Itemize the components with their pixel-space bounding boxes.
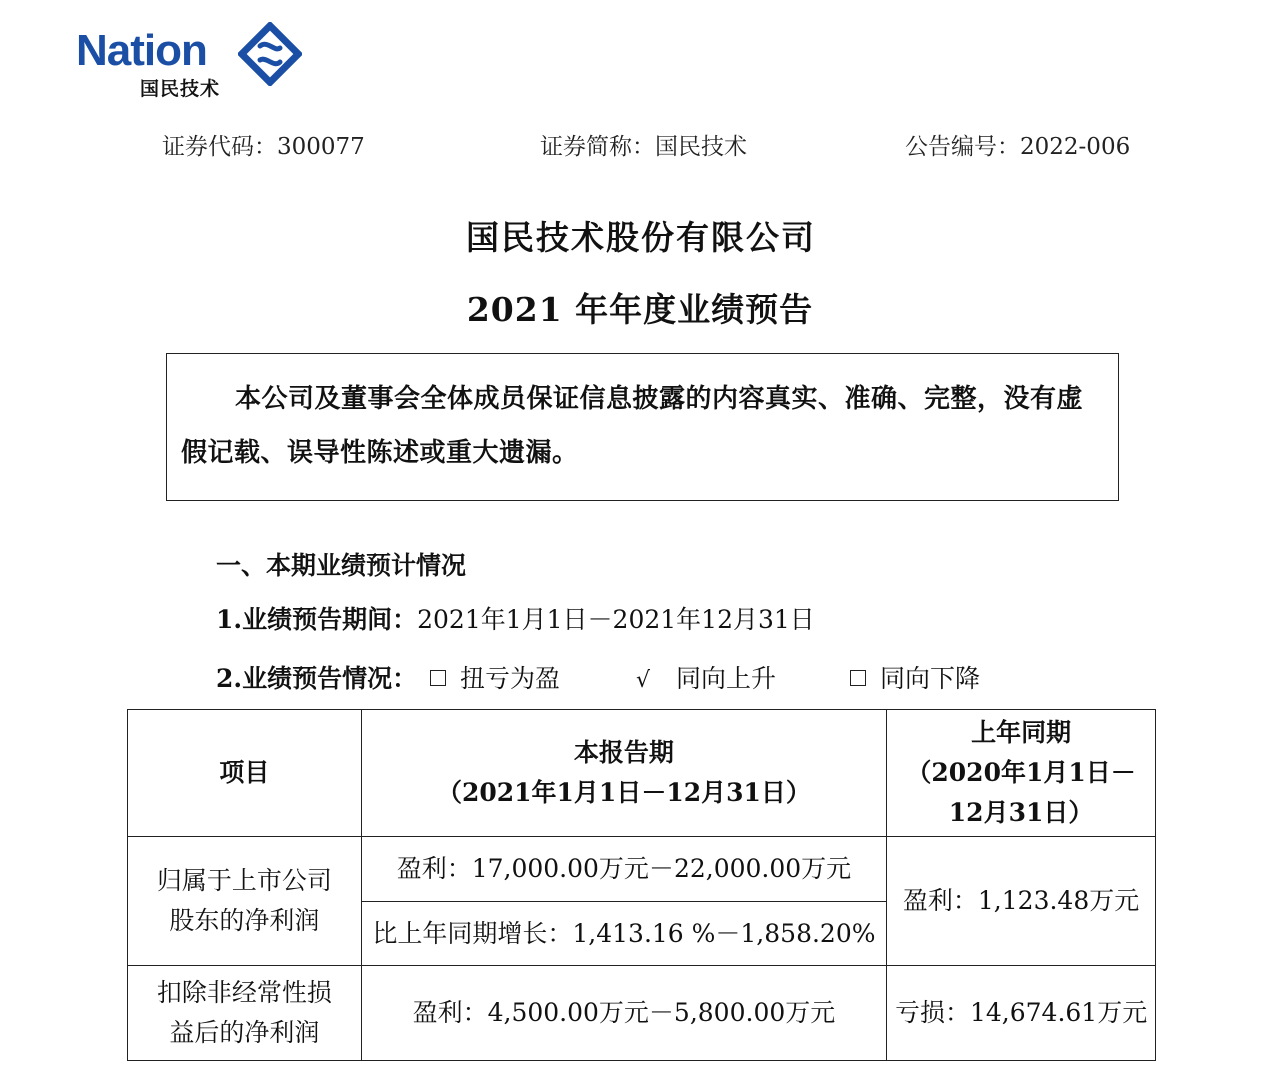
header-prior-period	[887, 710, 1156, 837]
unchecked-box-icon	[430, 670, 446, 686]
forecast-type	[216, 659, 981, 695]
forecast-period	[216, 600, 815, 636]
forecast-period-label: 1.业绩预告期间：	[216, 605, 418, 634]
notice-number: 公告编号：2022-006	[905, 134, 1131, 160]
header-prior-title: 上年同期	[971, 718, 1072, 747]
row-label	[128, 837, 362, 966]
row-label-line: 股东的净利润	[169, 906, 320, 935]
current-growth-cell: 比上年同期增长：1,413.16 %－1,858.20%	[361, 902, 886, 966]
row-label-line: 益后的净利润	[169, 1018, 320, 1047]
table-row	[128, 966, 1156, 1061]
option-label: 同向上升	[676, 664, 777, 693]
header-item: 项目	[128, 710, 362, 837]
prior-profit-cell: 盈利：1,123.48万元	[887, 837, 1156, 966]
option-label: 同向下降	[880, 664, 981, 693]
stock-short-name: 证券简称：国民技术	[540, 134, 747, 160]
prior-profit-cell: 亏损：14,674.61万元	[887, 966, 1156, 1061]
current-profit-cell: 盈利：17,000.00万元－22,000.00万元	[361, 837, 886, 902]
header-prior-range-1: （2020年1月1日－	[906, 758, 1136, 787]
header-current-period	[361, 710, 886, 837]
logo-diamond-icon	[238, 22, 302, 86]
checkmark-icon: √	[636, 668, 651, 693]
declaration-box: 本公司及董事会全体成员保证信息披露的内容真实、准确、完整，没有虚假记载、误导性陈述或重大遗漏。	[166, 353, 1119, 501]
unchecked-box-icon	[850, 670, 866, 686]
option-decrease	[850, 659, 980, 695]
logo-chinese-name: 国民技术	[140, 78, 221, 100]
stock-code: 证券代码：300077	[162, 134, 365, 160]
table-row	[128, 837, 1156, 902]
section-heading: 一、本期业绩预计情况	[216, 551, 467, 580]
performance-table	[127, 709, 1156, 1061]
row-label	[128, 966, 362, 1061]
logo-wordmark: Nation	[76, 26, 207, 75]
option-increase	[636, 659, 776, 695]
row-label-line: 扣除非经常性损	[156, 978, 332, 1007]
row-label-line: 归属于上市公司	[156, 866, 332, 895]
forecast-period-value: 2021年1月1日－2021年12月31日	[417, 605, 815, 634]
option-label: 扭亏为盈	[460, 664, 561, 693]
company-logo	[76, 26, 316, 100]
header-current-title: 本报告期	[573, 738, 674, 767]
option-turnaround	[430, 659, 560, 695]
header-current-range: （2021年1月1日－12月31日）	[436, 778, 811, 807]
company-name: 国民技术股份有限公司	[466, 218, 816, 257]
report-title: 2021 年年度业绩预告	[466, 290, 814, 329]
table-header-row	[128, 710, 1156, 837]
current-profit-cell: 盈利：4,500.00万元－5,800.00万元	[361, 966, 886, 1061]
header-prior-range-2: 12月31日）	[948, 798, 1094, 827]
forecast-type-label: 2.业绩预告情况：	[216, 664, 418, 693]
